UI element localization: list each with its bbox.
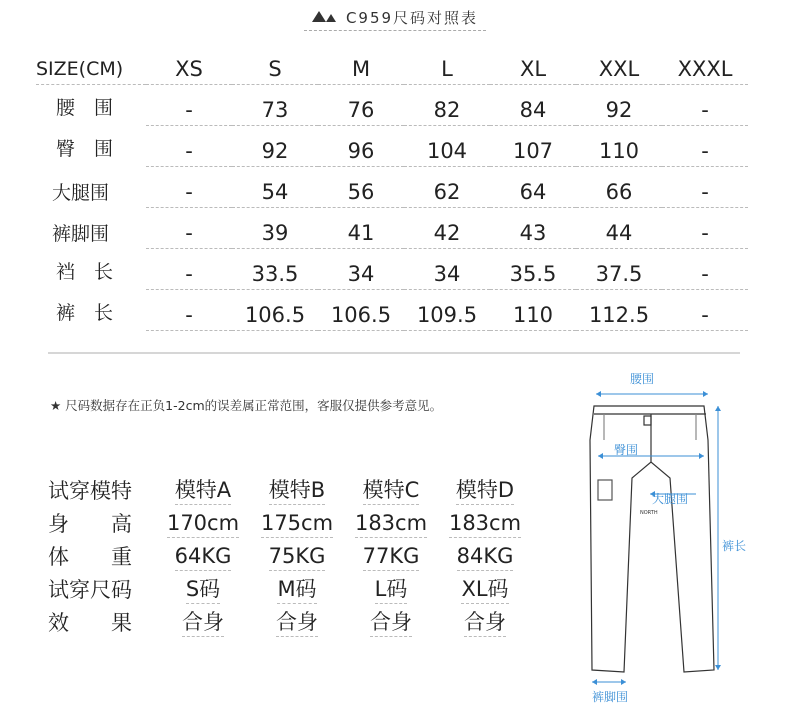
size-header-label: SIZE(CM) xyxy=(36,44,146,85)
table-cell: 35.5 xyxy=(490,249,576,290)
table-cell: 模特D xyxy=(438,472,532,505)
table-cell: - xyxy=(146,249,232,290)
title-text: C959尺码对照表 xyxy=(345,9,479,27)
table-cell: - xyxy=(662,290,748,331)
size-header: S xyxy=(232,44,318,85)
size-row-length xyxy=(36,290,748,331)
table-cell: 62 xyxy=(404,167,490,208)
length-measure-arrow xyxy=(715,406,721,670)
table-cell: - xyxy=(662,249,748,290)
table-cell: 合身 xyxy=(250,604,344,637)
model-row-weight xyxy=(48,538,532,571)
table-cell: 模特A xyxy=(156,472,250,505)
row-label: 体 重 xyxy=(48,545,132,569)
table-cell: - xyxy=(146,290,232,331)
row-label: 裆 长 xyxy=(56,260,114,283)
table-cell: 64KG xyxy=(156,538,250,571)
table-cell: 41 xyxy=(318,208,404,249)
row-label: 试穿模特 xyxy=(48,479,132,503)
waist-label: 腰围 xyxy=(630,372,655,386)
table-cell: - xyxy=(146,208,232,249)
table-cell: 104 xyxy=(404,126,490,167)
size-header: XS xyxy=(146,44,232,85)
model-row-height xyxy=(48,505,532,538)
table-cell: 44 xyxy=(576,208,662,249)
table-cell: - xyxy=(146,167,232,208)
row-label: 身 高 xyxy=(48,512,132,536)
table-cell: 75KG xyxy=(250,538,344,571)
size-row-thigh xyxy=(36,167,748,208)
hem-label: 裤脚围 xyxy=(592,690,629,704)
size-header: XXL xyxy=(576,44,662,85)
row-label: 臀 围 xyxy=(56,137,114,160)
table-cell: 76 xyxy=(318,85,404,126)
table-cell: - xyxy=(662,85,748,126)
size-row-rise xyxy=(36,249,748,290)
waist-measure-arrow xyxy=(596,391,708,397)
table-cell: - xyxy=(146,85,232,126)
table-cell: - xyxy=(662,167,748,208)
table-cell: 84KG xyxy=(438,538,532,571)
table-cell: M码 xyxy=(250,571,344,604)
table-cell: 64 xyxy=(490,167,576,208)
hem-measure-arrow xyxy=(592,679,626,685)
table-cell: 37.5 xyxy=(576,249,662,290)
model-row-size xyxy=(48,571,532,604)
triangle-icon xyxy=(312,11,326,22)
table-cell: 34 xyxy=(404,249,490,290)
length-label: 裤长 xyxy=(722,539,747,553)
page-title xyxy=(0,7,790,28)
row-label: 试穿尺码 xyxy=(48,578,132,602)
row-label: 腰 围 xyxy=(56,96,114,119)
table-cell: 84 xyxy=(490,85,576,126)
table-cell: 106.5 xyxy=(232,290,318,331)
table-cell: 77KG xyxy=(344,538,438,571)
size-header: M xyxy=(318,44,404,85)
table-cell: 33.5 xyxy=(232,249,318,290)
table-cell: 66 xyxy=(576,167,662,208)
size-row-waist xyxy=(36,85,748,126)
section-divider xyxy=(48,352,740,354)
table-cell: 82 xyxy=(404,85,490,126)
table-cell: 模特B xyxy=(250,472,344,505)
table-cell: 42 xyxy=(404,208,490,249)
size-row-hem xyxy=(36,208,748,249)
triangle-icon xyxy=(326,14,336,22)
row-label: 裤脚围 xyxy=(52,222,110,245)
table-cell: XL码 xyxy=(438,571,532,604)
brand-logo: NORTH xyxy=(640,510,658,516)
table-cell: 合身 xyxy=(156,604,250,637)
pants-diagram xyxy=(584,370,754,710)
table-cell: 92 xyxy=(232,126,318,167)
model-row-name xyxy=(48,472,532,505)
disclaimer-note: ★ 尺码数据存在正负1-2cm的误差属正常范围，客服仅提供参考意见。 xyxy=(50,398,443,413)
table-cell: 96 xyxy=(318,126,404,167)
table-cell: 110 xyxy=(490,290,576,331)
size-header-row xyxy=(36,44,748,85)
table-cell: S码 xyxy=(156,571,250,604)
table-cell: 43 xyxy=(490,208,576,249)
table-cell: 34 xyxy=(318,249,404,290)
thigh-label: 大腿围 xyxy=(652,492,689,506)
row-label: 大腿围 xyxy=(52,181,110,204)
size-row-hip xyxy=(36,126,748,167)
table-cell: L码 xyxy=(344,571,438,604)
table-cell: 56 xyxy=(318,167,404,208)
table-cell: 73 xyxy=(232,85,318,126)
table-cell: - xyxy=(146,126,232,167)
table-cell: 110 xyxy=(576,126,662,167)
table-cell: 109.5 xyxy=(404,290,490,331)
table-cell: 合身 xyxy=(344,604,438,637)
size-header: XXXL xyxy=(662,44,748,85)
table-cell: - xyxy=(662,126,748,167)
table-cell: 183cm xyxy=(344,505,438,538)
table-cell: 112.5 xyxy=(576,290,662,331)
row-label: 效 果 xyxy=(48,611,132,635)
title-underline xyxy=(304,30,486,31)
size-header: XL xyxy=(490,44,576,85)
size-table xyxy=(36,44,748,331)
size-header: L xyxy=(404,44,490,85)
table-cell: - xyxy=(662,208,748,249)
pants-outline xyxy=(590,406,714,672)
table-cell: 183cm xyxy=(438,505,532,538)
table-cell: 39 xyxy=(232,208,318,249)
row-label: 裤 长 xyxy=(56,301,114,324)
table-cell: 合身 xyxy=(438,604,532,637)
table-cell: 54 xyxy=(232,167,318,208)
table-cell: 175cm xyxy=(250,505,344,538)
table-cell: 92 xyxy=(576,85,662,126)
model-table xyxy=(48,472,532,637)
model-row-fit xyxy=(48,604,532,637)
table-cell: 106.5 xyxy=(318,290,404,331)
table-cell: 模特C xyxy=(344,472,438,505)
table-cell: 170cm xyxy=(156,505,250,538)
table-cell: 107 xyxy=(490,126,576,167)
hip-label: 臀围 xyxy=(614,443,639,457)
